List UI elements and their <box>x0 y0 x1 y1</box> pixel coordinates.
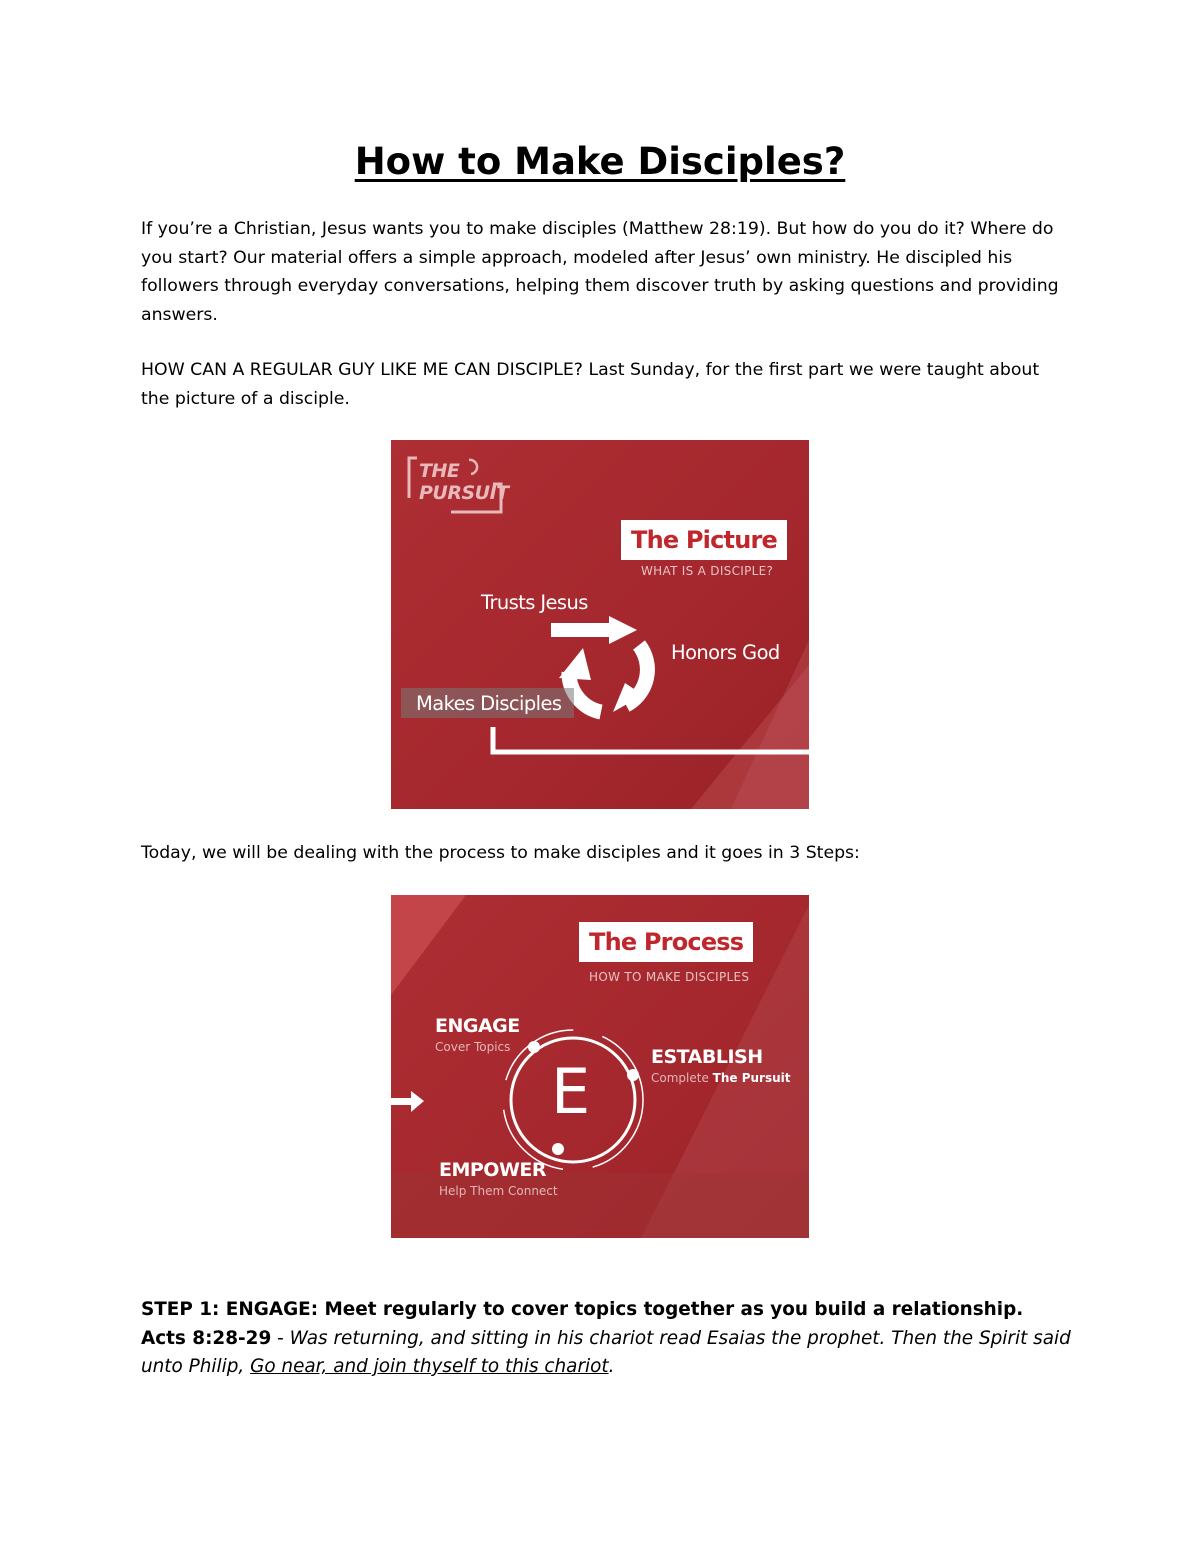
empower-label: EMPOWER <box>439 1159 547 1181</box>
step1-quote-underlined: Go near, and join thyself to this chariot <box>250 1356 609 1377</box>
center-letter-e: E <box>551 1055 591 1128</box>
empower-sub-label: Help Them Connect <box>439 1184 558 1198</box>
question-paragraph: HOW CAN A REGULAR GUY LIKE ME CAN DISCIPLE? Last Sunday, for the first part we were taught about the picture of a disciple. <box>141 360 1040 409</box>
establish-sub-label <box>651 1071 791 1085</box>
engage-sub-label: Cover Topics <box>435 1040 511 1054</box>
step1-quote-end: . <box>608 1356 615 1377</box>
step1-separator: - <box>271 1327 290 1349</box>
trusts-jesus-label: Trusts Jesus <box>481 591 588 614</box>
today-paragraph: Today, we will be dealing with the process to make disciples and it goes in 3 Steps: <box>141 843 860 863</box>
logo-text-pursuit: PURSUIT <box>419 482 509 504</box>
logo-text-the: THE <box>419 460 460 482</box>
step1-reference: Acts 8:28-29 <box>141 1327 272 1349</box>
corner-light-shape <box>391 895 466 995</box>
corner-light-shape-2 <box>731 640 809 809</box>
step1-section <box>141 1296 1071 1382</box>
logo-cycle-icon <box>469 460 477 474</box>
engage-label: ENGAGE <box>435 1015 520 1037</box>
makes-disciples-label: Makes Disciples <box>416 692 562 715</box>
logo-bracket-left <box>409 458 417 498</box>
establish-label: ESTABLISH <box>651 1046 763 1068</box>
process-slide <box>391 895 809 1238</box>
step1-heading: STEP 1: ENGAGE: Meet regularly to cover topics together as you build a relationship. <box>141 1299 1024 1320</box>
honors-god-label: Honors God <box>671 641 780 664</box>
floor-band <box>391 1173 809 1238</box>
picture-badge: The Picture <box>621 520 787 560</box>
document-title: How to Make Disciples? <box>354 140 846 183</box>
establish-sub-bold: The Pursuit <box>712 1071 791 1085</box>
arrow-right-icon <box>391 1091 424 1112</box>
intro-paragraph: If you’re a Christian, Jesus wants you to make disciples (Matthew 28:19). But how do you do it? Where do you start? Our material offers a simple approach, modeled after Jesus’ own ministry. He discipled his followers through everyday conversations, helping them discover truth by asking questions and providing answers. <box>141 219 1059 325</box>
process-subtitle: HOW TO MAKE DISCIPLES <box>589 970 750 984</box>
picture-subtitle: WHAT IS A DISCIPLE? <box>641 564 774 578</box>
step1-quote: Was returning, and sitting in his chariot read Esaias the prophet. Then the Spirit said unto Philip, <box>141 1327 1071 1377</box>
process-badge: The Process <box>579 922 753 962</box>
establish-sub-prefix: Complete <box>651 1071 713 1085</box>
picture-slide <box>391 440 809 809</box>
